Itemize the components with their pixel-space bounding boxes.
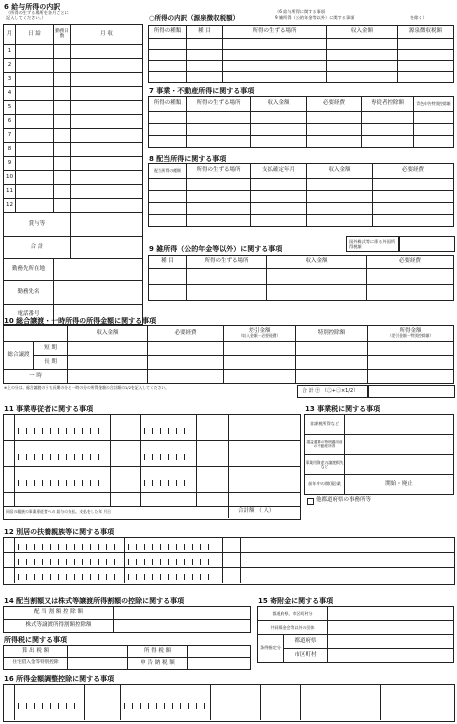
s6-company-label: 勤務先名	[4, 281, 54, 305]
s10-h1: 必要経費	[148, 326, 224, 342]
s10-corner	[4, 326, 68, 342]
cell[interactable]	[223, 39, 327, 50]
cell[interactable]	[149, 179, 187, 191]
cell[interactable]	[149, 112, 187, 124]
cell[interactable]	[224, 356, 296, 370]
s6-h-days: 勤務日数	[54, 25, 71, 45]
cell[interactable]	[148, 370, 224, 384]
days-cell[interactable]	[54, 199, 71, 213]
cell[interactable]	[267, 285, 367, 301]
s7-table	[148, 96, 454, 148]
s10-group-label: 総合譲渡	[4, 342, 34, 370]
days-cell[interactable]	[54, 171, 71, 185]
s11-divider	[228, 414, 229, 518]
s12-digit-boxes[interactable]	[128, 544, 216, 550]
s9-h3: 必要経費	[367, 256, 454, 269]
income-detail-table	[148, 25, 454, 83]
cell[interactable]	[307, 203, 373, 215]
s13-row3: 前年中の開(廃)業	[305, 475, 345, 495]
cell[interactable]	[296, 370, 368, 384]
daily-cell[interactable]	[16, 87, 54, 101]
cell[interactable]	[149, 136, 187, 148]
cell[interactable]	[307, 191, 373, 203]
cell[interactable]	[187, 203, 251, 215]
month-label: 1	[4, 45, 16, 59]
cell[interactable]	[362, 136, 414, 148]
s9-h1: 所得の生ずる場所	[187, 256, 267, 269]
days-cell[interactable]	[54, 115, 71, 129]
s10-sum-box	[297, 385, 369, 398]
cell[interactable]	[296, 342, 368, 356]
cell[interactable]	[187, 179, 251, 191]
s7-h5: 青色申告特別控除額	[414, 97, 454, 112]
daily-cell[interactable]	[16, 115, 54, 129]
days-cell[interactable]	[54, 157, 71, 171]
s11-digit-boxes[interactable]	[18, 428, 106, 434]
cell[interactable]	[224, 342, 296, 356]
cell[interactable]	[223, 50, 327, 61]
s8-h3: 収入金額	[307, 164, 373, 179]
s16-divider	[84, 684, 85, 720]
daily-cell[interactable]	[16, 45, 54, 59]
cell[interactable]	[251, 179, 307, 191]
cell[interactable]	[328, 649, 454, 663]
cell[interactable]	[327, 61, 398, 72]
s14-title: 14 配当割額又は株式等譲渡所得割額の控除に関する事項	[4, 597, 185, 605]
s10-h2-label: 差引金額	[248, 327, 271, 334]
cell[interactable]	[414, 112, 454, 124]
s8-table	[148, 163, 454, 227]
s13-open-close-cell[interactable]	[345, 475, 454, 495]
s8-h4: 必要経費	[373, 164, 454, 179]
s12-digit-boxes[interactable]	[18, 574, 118, 580]
cell[interactable]	[251, 136, 307, 148]
s9-tax-cell[interactable]	[398, 236, 455, 252]
s6-total-cell[interactable]	[71, 237, 143, 259]
cell[interactable]	[148, 356, 224, 370]
cell[interactable]	[328, 621, 454, 635]
cell[interactable]	[373, 215, 454, 227]
cell[interactable]	[307, 124, 362, 136]
s10-row-temp: 一 時	[4, 370, 68, 384]
s16-digit-boxes[interactable]	[124, 703, 206, 709]
daily-cell[interactable]	[16, 171, 54, 185]
month-label: 6	[4, 115, 16, 129]
cell[interactable]	[68, 646, 128, 658]
s10-sub2: （差引金額－特別控除額）	[387, 333, 434, 339]
cell[interactable]	[187, 50, 223, 61]
cell[interactable]	[68, 356, 148, 370]
s6-salary-table	[3, 24, 143, 325]
cell[interactable]	[362, 112, 414, 124]
cell[interactable]	[114, 620, 251, 633]
s13-other-pref-label: 他都道府県の事務所等	[316, 497, 372, 503]
cell[interactable]	[187, 269, 267, 285]
cell[interactable]	[187, 72, 223, 83]
s12-digit-boxes[interactable]	[18, 544, 118, 550]
id-h2: 所得の生ずる場所	[223, 26, 327, 39]
cell[interactable]	[368, 342, 454, 356]
s10-sub1: （収入金額－必要経費）	[238, 333, 281, 339]
resident-label1: 所 得 税 額	[128, 646, 188, 658]
s6-note2: 記入してください。）	[6, 15, 46, 20]
s12-divider	[3, 567, 454, 568]
s10-sum-label: 合 計 ㊉ （㊂+㊁×1/2）	[302, 388, 359, 394]
s8-title: 8 配当所得に関する事項	[149, 155, 227, 163]
cell[interactable]	[149, 269, 187, 285]
s6-total-label: 合 計	[4, 237, 71, 259]
cell[interactable]	[149, 39, 187, 50]
monthly-cell[interactable]	[71, 199, 143, 213]
s16-digit-boxes[interactable]	[18, 703, 80, 709]
cell[interactable]	[414, 124, 454, 136]
cell[interactable]	[149, 72, 187, 83]
month-label: 12	[4, 199, 16, 213]
cell[interactable]	[373, 179, 454, 191]
s7-h3: 必要経費	[307, 97, 362, 112]
monthly-cell[interactable]	[71, 185, 143, 199]
resident-label0: 算 出 税 額	[4, 646, 68, 658]
s10-row-short: 短 期	[34, 342, 68, 356]
income-detail-note3: を除く）	[410, 15, 427, 20]
days-cell[interactable]	[54, 59, 71, 73]
days-cell[interactable]	[54, 73, 71, 87]
cell[interactable]	[307, 179, 373, 191]
s11-footer: 同居の親族の事業専従者への 給与の支払、支払をした年 月日	[6, 509, 111, 514]
s11-divider	[110, 414, 111, 506]
cell[interactable]	[251, 203, 307, 215]
s11-total-label: 合計額 （ 人）	[238, 508, 275, 514]
cell[interactable]	[149, 50, 187, 61]
s12-digit-boxes[interactable]	[128, 574, 216, 580]
s13-row1: 損益通算の特例適用前の不動産所得	[305, 435, 345, 455]
s9-h0: 種 目	[149, 256, 187, 269]
resident-title: 所得税に関する事項	[4, 636, 67, 644]
s14-table	[3, 606, 251, 633]
s13-table	[304, 414, 454, 495]
cell[interactable]	[149, 285, 187, 301]
s8-h0: 配当所得の種類	[149, 164, 187, 179]
s11-digit-boxes[interactable]	[18, 454, 106, 460]
cell[interactable]	[188, 646, 251, 658]
s12-divider	[14, 537, 15, 583]
monthly-cell[interactable]	[71, 171, 143, 185]
s16-divider	[260, 684, 261, 720]
cell[interactable]	[223, 72, 327, 83]
cell[interactable]	[345, 415, 454, 435]
cell[interactable]	[187, 285, 267, 301]
s10-h4-label: 所得金額	[399, 327, 422, 334]
income-detail-note1: （6 給与所得に関する事項	[275, 9, 326, 14]
id-h0: 所得の種類	[149, 26, 187, 39]
days-cell[interactable]	[54, 143, 71, 157]
month-label: 10	[4, 171, 16, 185]
s10-h2	[224, 326, 296, 342]
cell[interactable]	[307, 215, 373, 227]
s11-divider	[3, 466, 300, 467]
cell[interactable]	[296, 356, 368, 370]
s16-divider	[210, 684, 211, 720]
cell[interactable]	[187, 124, 251, 136]
s11-divider	[3, 440, 300, 441]
cell[interactable]	[345, 455, 454, 475]
s13-row2: 事業用資産の譲渡損失など	[305, 455, 345, 475]
cell[interactable]	[327, 72, 398, 83]
s11-digit-boxes[interactable]	[144, 454, 192, 460]
monthly-cell[interactable]	[71, 87, 143, 101]
s13-other-pref-checkbox[interactable]	[307, 498, 314, 505]
month-label: 5	[4, 101, 16, 115]
cell[interactable]	[362, 124, 414, 136]
cell[interactable]	[398, 39, 454, 50]
days-cell[interactable]	[54, 129, 71, 143]
s10-footnote: ※上の分は、総合譲渡のうち長期の分と一時の分の所得金額の合計額の1/2を記入してください。	[4, 385, 169, 390]
cell[interactable]	[367, 269, 454, 285]
cell[interactable]	[328, 607, 454, 621]
cell[interactable]	[251, 124, 307, 136]
s10-h4	[368, 326, 454, 342]
s12-digit-boxes[interactable]	[128, 559, 216, 565]
s16-divider	[14, 684, 15, 720]
s12-digit-boxes[interactable]	[18, 559, 118, 565]
cell[interactable]	[327, 39, 398, 50]
cell[interactable]	[149, 215, 187, 227]
s7-h2: 収入金額	[251, 97, 307, 112]
s14-row0: 配 当 割 額 控 除 額	[4, 607, 114, 620]
cell[interactable]	[68, 658, 128, 670]
cell[interactable]	[368, 370, 454, 384]
s11-divider	[3, 492, 300, 493]
month-label: 7	[4, 129, 16, 143]
s15-title: 15 寄附金に関する事項	[258, 597, 334, 605]
resident-label2: 住宅借入金等特別控除	[4, 658, 68, 670]
s11-digit-boxes[interactable]	[144, 480, 192, 486]
s6-company-cell[interactable]	[54, 281, 143, 305]
resident-label3: 申 告 納 税 額	[128, 658, 188, 670]
cell[interactable]	[149, 124, 187, 136]
s9-table	[148, 255, 454, 301]
cell[interactable]	[187, 136, 251, 148]
cell[interactable]	[367, 285, 454, 301]
cell[interactable]	[414, 136, 454, 148]
s10-row-long: 長 期	[34, 356, 68, 370]
cell[interactable]	[327, 50, 398, 61]
id-h1: 種 目	[187, 26, 223, 39]
cell[interactable]	[187, 191, 251, 203]
month-label: 8	[4, 143, 16, 157]
cell[interactable]	[149, 191, 187, 203]
daily-cell[interactable]	[16, 199, 54, 213]
s7-title: 7 事業・不動産所得に関する事項	[149, 87, 255, 95]
s12-title: 12 別居の扶養親族等に関する事項	[4, 528, 115, 536]
daily-cell[interactable]	[16, 73, 54, 87]
daily-cell[interactable]	[16, 101, 54, 115]
days-cell[interactable]	[54, 45, 71, 59]
daily-cell[interactable]	[16, 143, 54, 157]
month-label: 11	[4, 185, 16, 199]
s11-title: 11 事業専従者に関する事項	[4, 405, 94, 413]
s11-divider	[14, 414, 15, 506]
cell[interactable]	[149, 61, 187, 72]
month-label: 4	[4, 87, 16, 101]
cell[interactable]	[187, 112, 251, 124]
s6-h-monthly: 月 収	[71, 25, 143, 45]
monthly-cell[interactable]	[71, 59, 143, 73]
days-cell[interactable]	[54, 87, 71, 101]
s10-h3: 特別控除額	[296, 326, 368, 342]
s11-divider	[196, 414, 197, 506]
s11-divider	[3, 506, 300, 507]
cell[interactable]	[328, 635, 454, 649]
s12-divider	[3, 552, 454, 553]
s6-workplace-label: 勤務先所在地	[4, 259, 54, 281]
monthly-cell[interactable]	[71, 129, 143, 143]
s15-table	[257, 606, 454, 663]
month-label: 3	[4, 73, 16, 87]
s11-divider	[140, 414, 141, 506]
s9-title: 9 雑所得（公的年金等以外）に関する事項	[149, 245, 283, 253]
s16-divider	[300, 684, 301, 720]
s8-h1: 所得の生ずる場所	[187, 164, 251, 179]
s12-divider	[124, 537, 125, 583]
s7-h4: 専従者控除額	[362, 97, 414, 112]
cell[interactable]	[68, 342, 148, 356]
s15-ordinance: 条例指定分	[258, 635, 284, 663]
s12-divider	[240, 537, 241, 583]
monthly-cell[interactable]	[71, 143, 143, 157]
cell[interactable]	[188, 658, 251, 670]
s10-h0: 収入金額	[68, 326, 148, 342]
s6-phone-label: 電話番号	[4, 305, 54, 325]
month-label: 2	[4, 59, 16, 73]
cell[interactable]	[345, 435, 454, 455]
cell[interactable]	[251, 215, 307, 227]
s14-row1: 株式等譲渡所得割額控除額	[4, 620, 114, 633]
cell[interactable]	[373, 203, 454, 215]
s15-pref: 都道府県	[284, 635, 328, 649]
s11-digit-boxes[interactable]	[18, 480, 106, 486]
s13-row0: 非課税所得など	[305, 415, 345, 435]
income-detail-title: ○所得の内訳（源泉徴収税額）	[149, 14, 240, 22]
s6-bonus-label: 賞与等	[4, 213, 71, 237]
s15-row0: 都道府県、市区町村分	[258, 607, 328, 621]
cell[interactable]	[187, 39, 223, 50]
monthly-cell[interactable]	[71, 157, 143, 171]
s15-row1: 共同募金会等以外の団体	[258, 621, 328, 635]
s8-h2: 支払確定年月	[251, 164, 307, 179]
days-cell[interactable]	[54, 101, 71, 115]
id-h4: 源泉徴収税額	[398, 26, 454, 39]
resident-table	[3, 645, 251, 670]
s10-sum-cell[interactable]	[367, 385, 455, 398]
s6-h-daily: 日 給	[16, 25, 54, 45]
s7-h0: 所得の種類	[149, 97, 187, 112]
cell[interactable]	[307, 136, 362, 148]
s11-digit-boxes[interactable]	[144, 428, 192, 434]
daily-cell[interactable]	[16, 157, 54, 171]
cell[interactable]	[398, 61, 454, 72]
cell[interactable]	[68, 370, 148, 384]
cell[interactable]	[149, 203, 187, 215]
s9-tax-box	[346, 236, 400, 252]
s15-city: 市区町村	[284, 649, 328, 663]
id-h3: 収入金額	[327, 26, 398, 39]
s12-divider	[222, 537, 223, 583]
cell[interactable]	[148, 342, 224, 356]
cell[interactable]	[368, 356, 454, 370]
cell[interactable]	[267, 269, 367, 285]
cell[interactable]	[398, 72, 454, 83]
s6-h-month: 月	[4, 25, 16, 45]
s9-tax-label: 国外株式等に係る外国所得税額	[349, 239, 396, 249]
s10-title: 10 総合譲渡・一時所得の所得金額に関する事項	[4, 317, 157, 325]
cell[interactable]	[373, 191, 454, 203]
s13-title: 13 事業税に関する事項	[305, 405, 381, 413]
cell[interactable]	[223, 61, 327, 72]
cell[interactable]	[114, 607, 251, 620]
cell[interactable]	[187, 215, 251, 227]
monthly-cell[interactable]	[71, 101, 143, 115]
s16-divider	[120, 684, 121, 720]
s10-table	[3, 325, 454, 384]
daily-cell[interactable]	[16, 185, 54, 199]
monthly-cell[interactable]	[71, 45, 143, 59]
daily-cell[interactable]	[16, 59, 54, 73]
cell[interactable]	[398, 50, 454, 61]
days-cell[interactable]	[54, 185, 71, 199]
s6-bonus-cell[interactable]	[71, 213, 143, 237]
monthly-cell[interactable]	[71, 115, 143, 129]
s16-divider	[380, 684, 381, 720]
monthly-cell[interactable]	[71, 73, 143, 87]
s16-title: 16 所得金額調整控除に関する事項	[4, 675, 115, 683]
s6-note1: （所得の生ずる場所を各月ごとに	[6, 10, 69, 15]
cell[interactable]	[224, 370, 296, 384]
income-detail-note2: 9 雑所得（公的年金等以外）に関する事項	[275, 15, 355, 20]
cell[interactable]	[251, 191, 307, 203]
cell[interactable]	[307, 112, 362, 124]
s13-open-close: 開始・廃止	[385, 480, 413, 487]
cell[interactable]	[187, 61, 223, 72]
s6-workplace-cell[interactable]	[54, 259, 143, 281]
s9-h2: 収入金額	[267, 256, 367, 269]
s7-h1: 所得の生ずる場所	[187, 97, 251, 112]
s6-title: 6 給与所得の内訳	[4, 3, 61, 11]
cell[interactable]	[251, 112, 307, 124]
month-label: 9	[4, 157, 16, 171]
daily-cell[interactable]	[16, 129, 54, 143]
